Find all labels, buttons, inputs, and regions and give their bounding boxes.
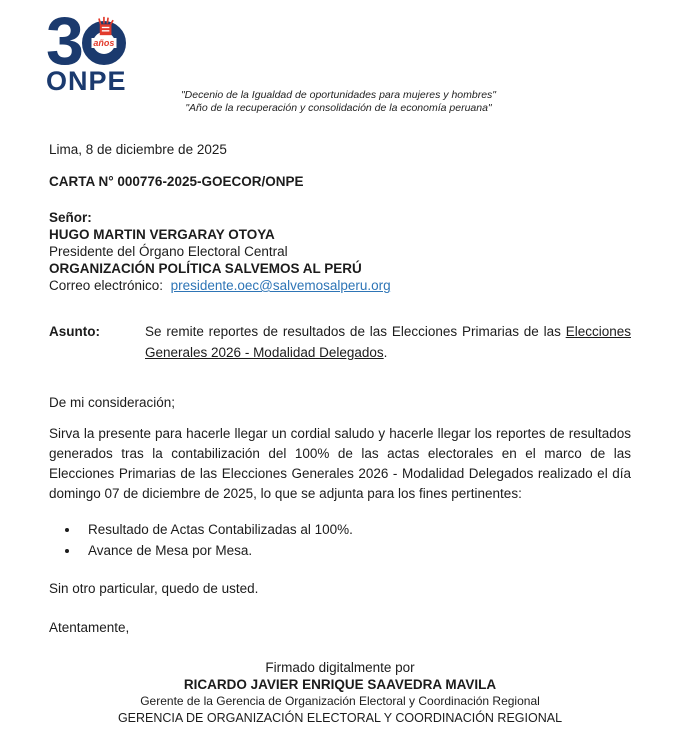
email-link[interactable]: presidente.oec@salvemosalperu.org bbox=[170, 278, 391, 293]
signature-department: GERENCIA DE ORGANIZACIÓN ELECTORAL Y COORDINACIÓN REGIONAL bbox=[117, 711, 563, 725]
body-paragraph: Sirva la presente para hacerle llegar un cordial saludo y hacerle llegar los reportes de resultados generados tras la contabilización del 100% de las actas electorales en el marco de las Elecciones Primarias de las Elecciones Generales 2026 - Modalidad Delegados realizado el día domingo 07 de diciembre de 2025, lo que se adjunta para los fines pertinentes: bbox=[49, 426, 631, 501]
subject-text-period: . bbox=[383, 345, 388, 360]
list-item: • Avance de Mesa por Mesa. bbox=[80, 540, 631, 561]
signature-name: RICARDO JAVIER ENRIQUE SAAVEDRA MAVILA bbox=[183, 677, 497, 692]
logo-zero-ring bbox=[82, 21, 126, 65]
subject-block bbox=[49, 321, 631, 363]
recipient-salutation: Señor: bbox=[49, 210, 92, 225]
valediction: Atentamente, bbox=[49, 620, 130, 635]
greeting: De mi consideración; bbox=[49, 395, 176, 410]
recipient-organization: ORGANIZACIÓN POLÍTICA SALVEMOS AL PERÚ bbox=[49, 261, 362, 276]
onpe-logo bbox=[46, 3, 156, 96]
recipient-title: Presidente del Órgano Electoral Central bbox=[49, 244, 288, 259]
attachment-list bbox=[49, 519, 631, 561]
subject-text bbox=[145, 321, 631, 363]
letter-reference-number: CARTA N° 000776-2025-GOECOR/ONPE bbox=[49, 174, 304, 189]
letter-content bbox=[49, 141, 631, 727]
quote-line-1: "Decenio de la Igualdad de oportunidades para mujeres y hombres" bbox=[180, 89, 497, 101]
signature-role: Gerente de la Gerencia de Organización Electoral y Coordinación Regional bbox=[140, 694, 540, 708]
signature-block bbox=[49, 659, 631, 727]
recipient-email-line bbox=[49, 277, 631, 294]
logo-30-mark bbox=[46, 3, 156, 79]
signature-digital-note: Firmado digitalmente por bbox=[265, 660, 415, 675]
subject-text-underlined: Elecciones Generales 2026 - Modalidad Delegados bbox=[145, 324, 631, 360]
list-item: • Resultado de Actas Contabilizadas al 100%. bbox=[80, 519, 631, 540]
subject-label: Asunto: bbox=[49, 324, 100, 339]
email-label: Correo electrónico: bbox=[49, 278, 164, 293]
letter-date: Lima, 8 de diciembre de 2025 bbox=[49, 142, 227, 157]
subject-text-plain: Se remite reportes de resultados de las Elecciones Primarias de las bbox=[145, 324, 561, 339]
recipient-block bbox=[49, 209, 631, 294]
onpe-wordmark: ONPE bbox=[46, 66, 127, 96]
quote-line-2: "Año de la recuperación y consolidación de la economía peruana" bbox=[185, 102, 492, 114]
logo-anios-label: años bbox=[93, 38, 115, 48]
closing-line: Sin otro particular, quedo de usted. bbox=[49, 581, 259, 596]
logo-digit-3: 3 bbox=[46, 3, 81, 79]
official-quotes bbox=[0, 89, 677, 115]
recipient-name: HUGO MARTIN VERGARAY OTOYA bbox=[49, 227, 275, 242]
